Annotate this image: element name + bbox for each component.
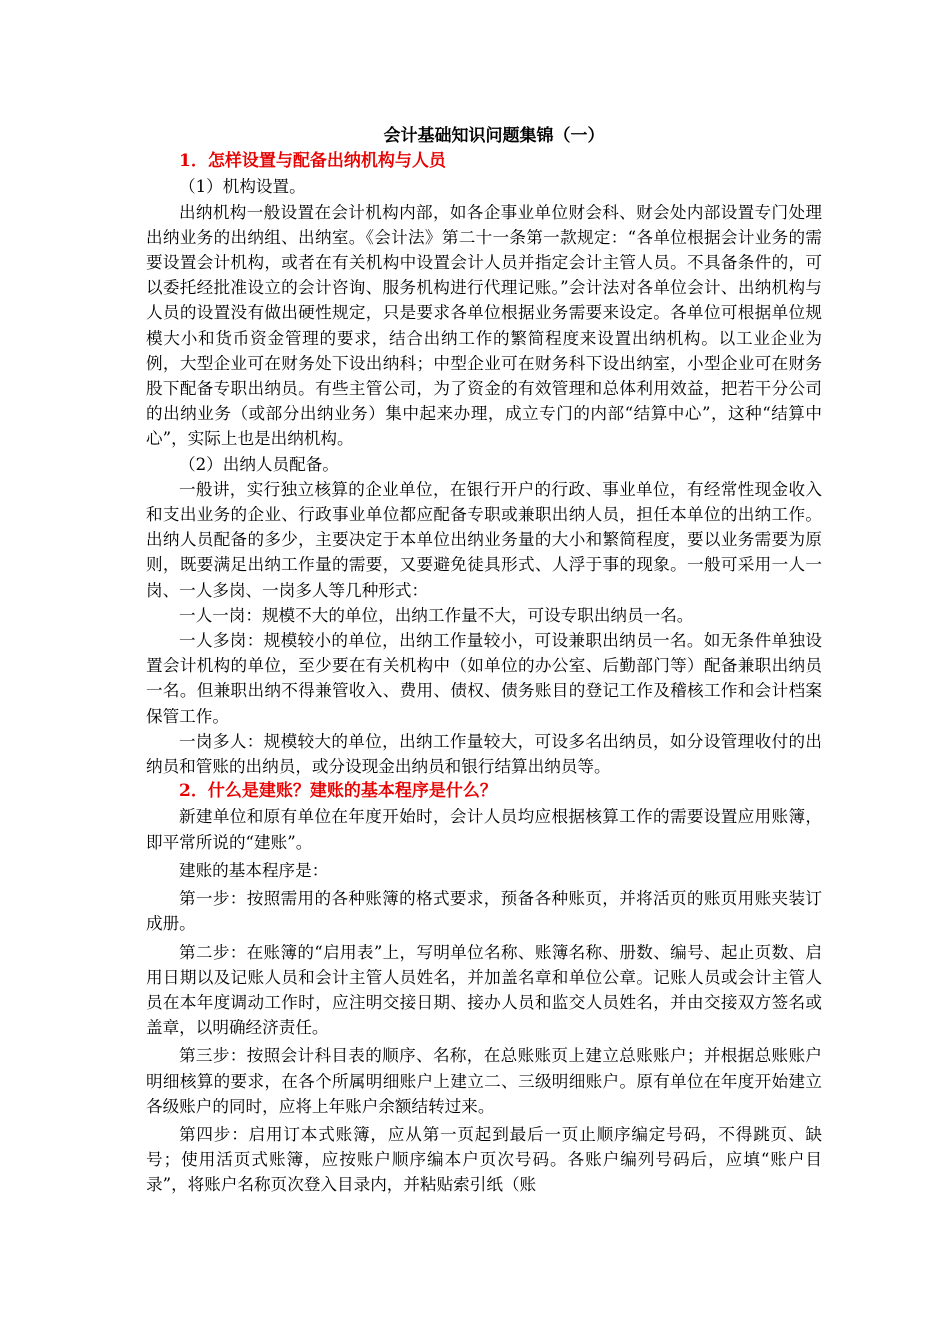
paragraph: 一人一岗：规模不大的单位，出纳工作量不大，可设专职出纳员一名。 [179, 605, 694, 625]
document-title: 会计基础知识问题集锦（一） [383, 126, 605, 146]
paragraph: 建账的基本程序是： [179, 860, 329, 880]
paragraph: 一人多岗：规模较小的单位，出纳工作量较小，可设兼职出纳员一名。如无条件单独设置会计机构的单位，至少要在有关机构中（如单位的办公室、后勤部门等）配备兼职出纳员一名。但兼职出纳不得兼管收入、费用、债权、债务账目的登记工作及稽核工作和会计档案保管工作。 [146, 631, 822, 726]
paragraph: 第二步：在账簿的“启用表”上，写明单位名称、账簿名称、册数、编号、起止页数、启用日期以及记账人员和会计主管人员姓名，并加盖名章和单位公章。记账人员或会计主管人员在本年度调动工作时，应注明交接日期、接办人员和监交人员姓名，并由交接双方签名或盖章，以明确经济责任。 [146, 942, 822, 1038]
section-1-heading: 1．怎样设置与配备出纳机构与人员 [179, 151, 446, 172]
section-2-heading: 2．什么是建账？建账的基本程序是什么？ [179, 781, 497, 802]
paragraph: 出纳机构一般设置在会计机构内部，如各企事业单位财会科、财会处内部设置专门处理出纳业务的出纳组、出纳室。《会计法》第二十一条第一款规定：“各单位根据会计业务的需要设置会计机构，或者在有关机构中设置会计人员并指定会计主管人员。不具备条件的，可以委托经批准设立的会计咨询、服务机构进行代理记账。”会计法对各单位会计、出纳机构与人员的设置没有做出硬性规定，只是要求各单位根据业务需要来设定。各单位可根据单位规模大小和货币资金管理的要求，结合出纳工作的繁简程度来设置出纳机构。以工业企业为例，大型企业可在财务处下设出纳科；中型企业可在财务科下设出纳室，小型企业可在财务股下配备专职出纳员。有些主管公司，为了资金的有效管理和总体利用效益，把若干分公司的出纳业务（或部分出纳业务）集中起来办理，成立专门的内部“结算中心”，这种“结算中心”，实际上也是出纳机构。 [146, 202, 822, 449]
paragraph: 第一步：按照需用的各种账簿的格式要求，预备各种账页，并将活页的账页用账夹装订成册。 [146, 889, 822, 934]
subheading-institution-setup: （1）机构设置。 [179, 177, 306, 197]
paragraph: 第三步：按照会计科目表的顺序、名称，在总账账页上建立总账账户；并根据总账账户明细核算的要求，在各个所属明细账户上建立二、三级明细账户。原有单位在年度开始建立各级账户的同时，应将上年账户余额结转过来。 [146, 1046, 822, 1116]
paragraph: 第四步：启用订本式账簿，应从第一页起到最后一页止顺序编定号码，不得跳页、缺号；使用活页式账簿，应按账户顺序编本户页次号码。各账户编列号码后，应填“账户目录”，将账户名称页次登入目录内，并粘贴索引纸（账 [146, 1124, 822, 1195]
subheading-staffing: （2）出纳人员配备。 [179, 454, 339, 474]
document-body [146, 124, 822, 1198]
paragraph: 一岗多人：规模较大的单位，出纳工作量较大，可设多名出纳员，如分设管理收付的出纳员和管账的出纳员，或分设现金出纳员和银行结算出纳员等。 [146, 731, 822, 777]
paragraph: 新建单位和原有单位在年度开始时，会计人员均应根据核算工作的需要设置应用账簿，即平常所说的“建账”。 [146, 807, 822, 852]
paragraph: 一般讲，实行独立核算的企业单位，在银行开户的行政、事业单位，有经常性现金收入和支出业务的企业、行政事业单位都应配备专职或兼职出纳人员，担任本单位的出纳工作。出纳人员配备的多少，主要决定于本单位出纳业务量的大小和繁简程度，要以业务需要为原则，既要满足出纳工作量的需要，又要避免徒具形式、人浮于事的现象。一般可采用一人一岗、一人多岗、一岗多人等几种形式： [146, 479, 822, 600]
